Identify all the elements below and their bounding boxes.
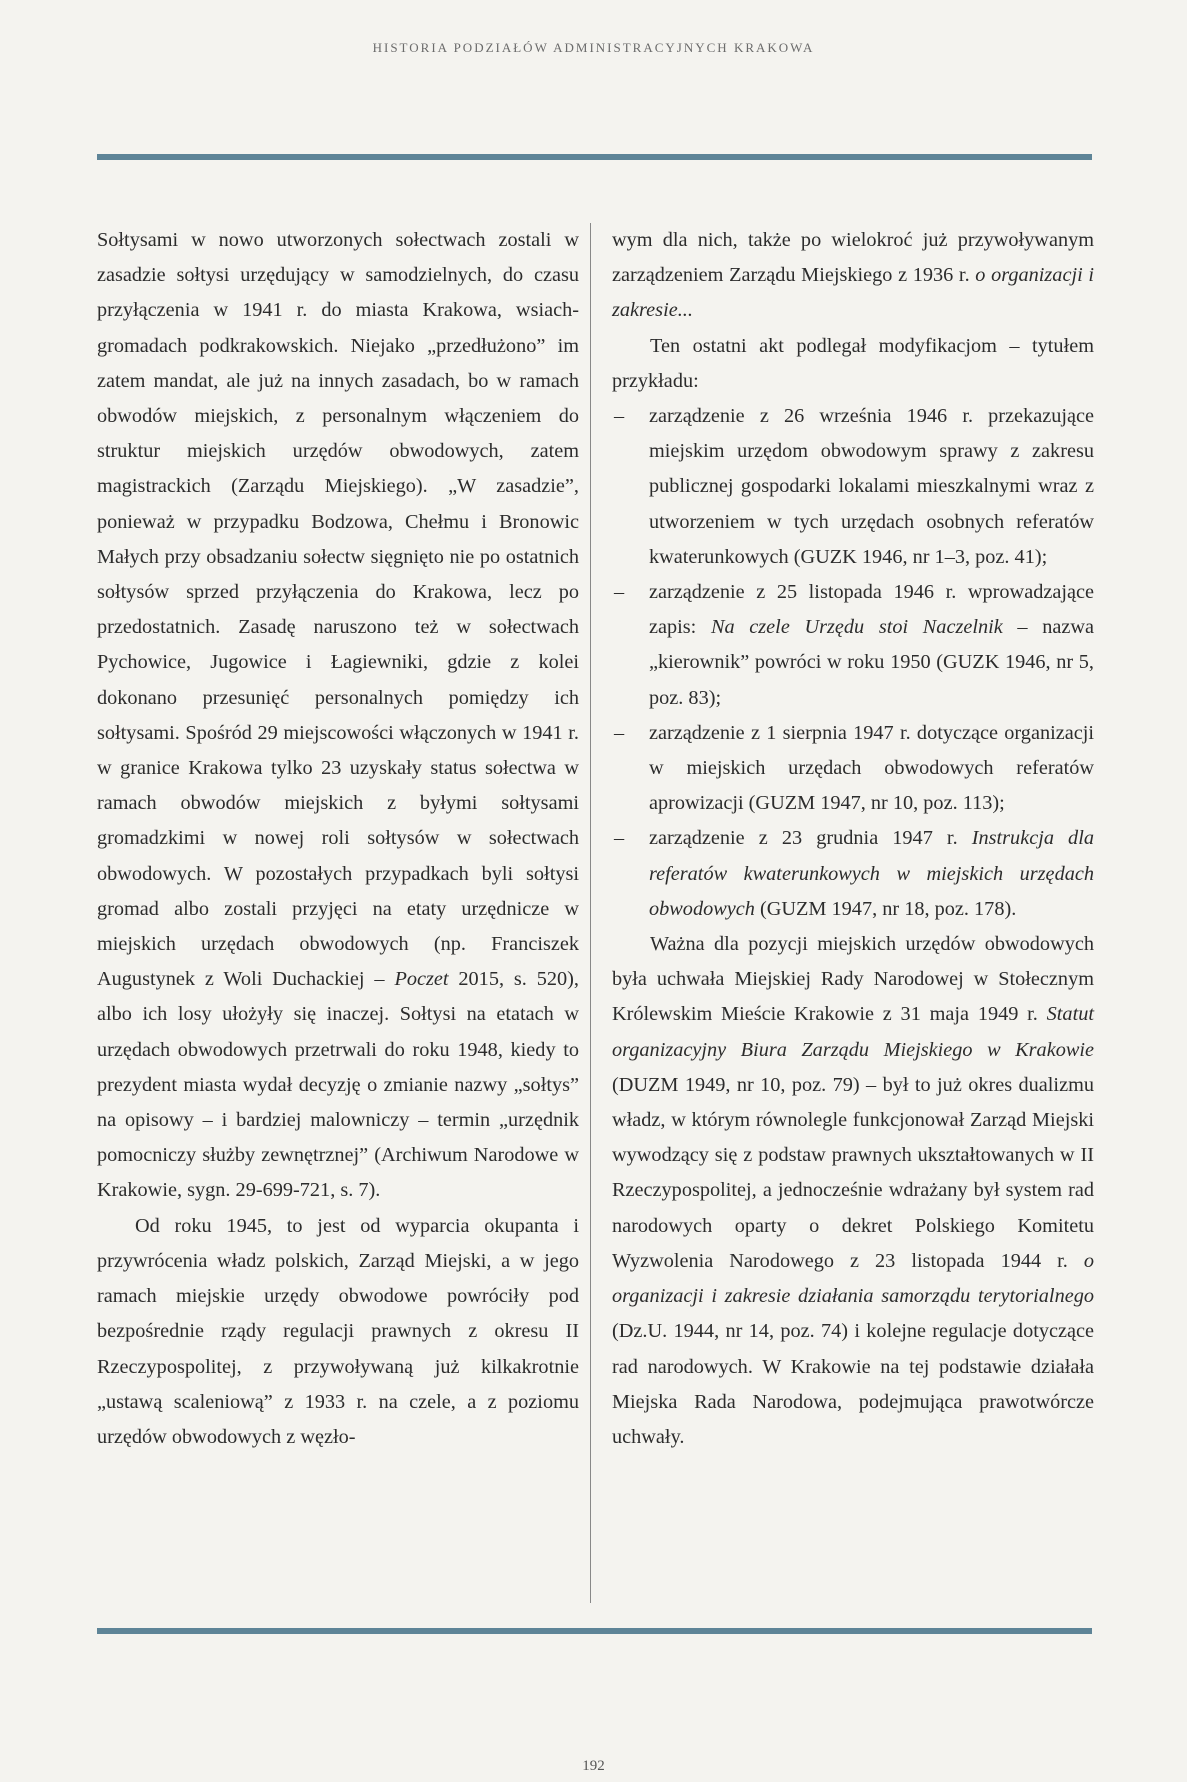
right-p1-text: wym dla nich, także po wielokroć już przywoływanym zarządzeniem Zarządu Miejskiego z 1936 r. (612, 229, 1094, 287)
left-column (97, 223, 579, 1455)
right-p3-italic-2: o organizacji i zakresie działania samorządu terytorialnego (612, 1249, 1094, 1308)
list-item-text: zarządzenie z 23 grudnia 1947 r. (649, 827, 958, 850)
right-p3-italic-1: Statut organizacyjny Biura Zarządu Miejskiego w Krakowie (612, 1003, 1094, 1061)
list-item-italic: Instrukcja dla referatów kwaterunkowych w miejskich urzędach obwodowych (649, 827, 1094, 920)
right-column (612, 223, 1094, 1455)
list-item (612, 575, 1094, 716)
regulation-list (612, 399, 1094, 927)
right-paragraph-2: Ten ostatni akt podlegał modyfikacjom – tytułem przykładu: (612, 334, 1094, 392)
left-paragraph-1 (97, 223, 579, 1209)
left-paragraph-2: Od roku 1945, to jest od wyparcia okupanta i przywrócenia władz polskich, Zarząd Miejski, a w jego ramach miejskie urzędy obwodowe powróciły pod bezpośrednie rządy regulacji prawnych z okresu II Rzeczypospolitej, z przywoływaną już kilkakrotnie „ustawą scaleniową” z 1933 r. na czele, a z poziomu urzędów obwodowych z węzło- (97, 1214, 579, 1448)
list-item: – zarządzenie z 26 września 1946 r. przekazujące miejskim urzędom obwodowym sprawy z zakresu publicznej gospodarki lokalami mieszkalnymi wraz z utworzeniem w tych urzędach osobnych referatów kwaterunkowych (GUZK 1946, nr 1–3, poz. 41); (612, 399, 1094, 575)
right-p3-mid: (DUZM 1949, nr 10, poz. 79) – był to już okres dualizmu władz, w którym równolegle funkcjonował Zarząd Miejski wywodzący się z podstaw prawnych ukształtowanych w II Rzeczypospolitej, a jednocześnie wdrażany był system rad narodowych oparty o dekret Polskiego Komitetu Wyzwolenia Narodowego z 23 listopada 1944 r. (612, 1073, 1094, 1272)
footer-rule (97, 1628, 1092, 1634)
left-p1-text: Sołtysami w nowo utworzonych sołectwach zostali w zasadzie sołtysi urzędujący w samodzielnych, do czasu przyłączenia w 1941 r. do miasta Krakowa, wsiach-gromadach podkrakowskich. Niejako „przedłużono” im zatem mandat, ale już na innych zasadach, bo w ramach obwodów miejskich, z personalnym włączeniem do struktur miejskich urzędów obwodowych, zatem magistrackich (Zarządu Miejskiego). „W zasadzie”, ponieważ w przypadku Bodzowa, Chełmu i Bronowic Małych przy obsadzaniu sołectw sięgnięto nie po ostatnich sołtysów sprzed przyłączenia do Krakowa, lecz po przedostatnich. Zasadę naruszono też w sołectwach Pychowice, Jugowice i Łagiewniki, gdzie z kolei dokonano przesunięć personalnych pomiędzy ich sołtysami. Spośród 29 miejscowości włączonych w 1941 r. w granice Krakowa tylko 23 uzyskały status sołectwa w ramach obwodów miejskich z byłymi sołtysami gromadzkimi w nowej roli sołtysów w sołectwach obwodowych. W pozostałych przypadkach byli sołtysi gromad albo zostali przyjęci na etaty urzędnicze w miejskich urzędach obwodowych (np. Franciszek Augustynek z Woli Duchackiej – (97, 229, 579, 991)
right-p3-tail: (Dz.U. 1944, nr 14, poz. 74) i kolejne regulacje dotyczące rad narodowych. W Krakowie na tej podstawie działała Miejska Rada Narodowa, podejmująca prawotwórcze uchwały. (612, 1320, 1094, 1448)
right-paragraph-1 (612, 223, 1094, 329)
running-head: HISTORIA PODZIAŁÓW ADMINISTRACYJNYCH KRAKOWA (372, 40, 815, 55)
list-item (612, 821, 1094, 927)
page-number: 192 (582, 1758, 605, 1774)
right-p1-italic: o organizacji i zakresie... (612, 264, 1095, 322)
list-item-text: zarządzenie z 25 listopada 1946 r. wprowadzające zapis: (649, 581, 1094, 639)
header-rule (97, 154, 1092, 160)
list-item-text: – nazwa „kierownik” powróci w roku 1950 (GUZK 1946, nr 5, poz. 83); (649, 616, 1094, 709)
left-p1-tail: 2015, s. 520), albo ich losy ułożyły się inaczej. Sołtysi na etatach w urzędach obwodowych przetrwali do roku 1948, kiedy to prezydent miasta wydał decyzję o zmianie nazwy „sołtys” na opisowy – i bardziej malowniczy – termin „urzędnik pomocniczy służby zewnętrznej” (Archiwum Narodowe w Krakowie, sygn. 29-699-721, s. 7). (97, 968, 579, 1202)
list-item-text: (GUZM 1947, nr 18, poz. 178). (759, 897, 1017, 920)
list-item: – zarządzenie z 1 sierpnia 1947 r. dotyczące organizacji w miejskich urzędach obwodowych referatów aprowizacji (GUZM 1947, nr 10, poz. 113); (612, 716, 1094, 822)
list-item-italic: Na czele Urzędu stoi Naczelnik (710, 616, 1003, 639)
right-p3-pre: Ważna dla pozycji miejskich urzędów obwodowych była uchwała Miejskiej Rady Narodowej w Stołecznym Królewskim Mieście Krakowie z 31 maja 1949 r. (612, 933, 1094, 1026)
left-p1-italic: Poczet (394, 968, 449, 991)
right-paragraph-3 (612, 927, 1094, 1455)
column-divider (590, 223, 591, 1603)
